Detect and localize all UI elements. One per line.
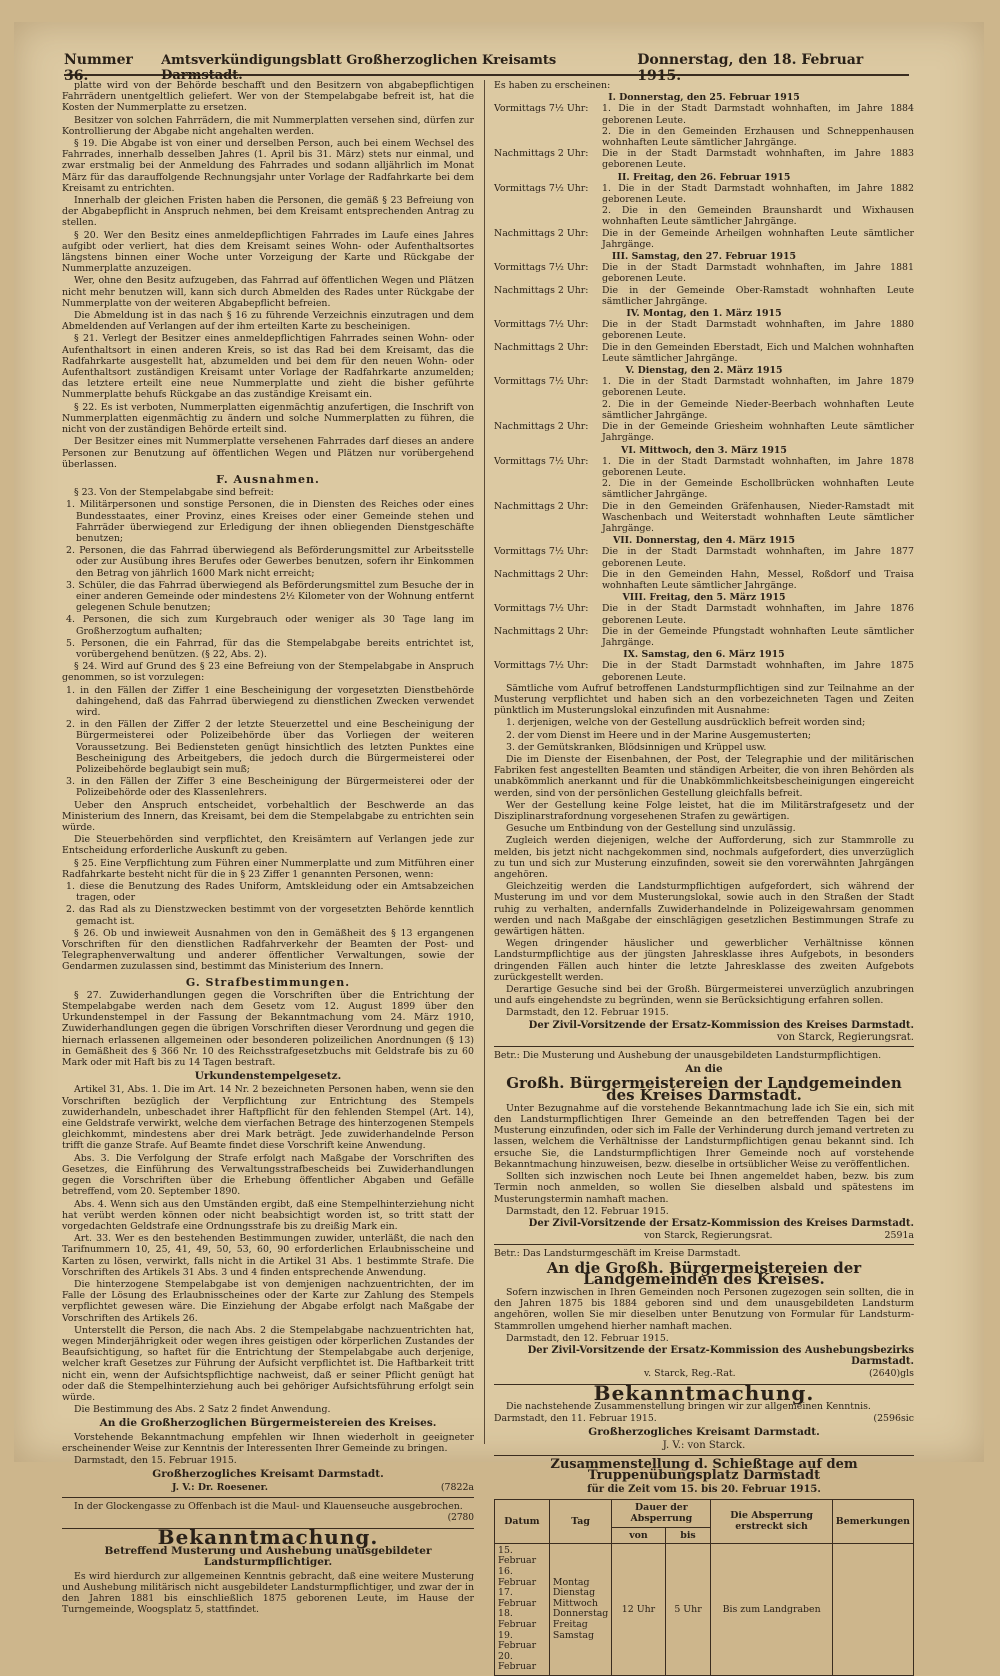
cell-dates: 15. Februar 16. Februar 17. Februar 18. Februar 19. Februar 20. Februar <box>495 1543 550 1675</box>
to-mayors-heading: An die Großherzoglichen Bürgermeistereien des Kreises. <box>99 1417 437 1430</box>
paragraph: Der Besitzer eines mit Nummerplatte versehenen Fahrrades darf dieses an andere Personen zur Benutzung auf öffentlichen Wegen und Plätzen nur vorübergehend überlassen. <box>62 436 474 470</box>
signature-1: Der Zivil-Vorsitzende der Ersatz-Kommission des Kreises Darmstadt. <box>528 1019 914 1031</box>
paragraph: § 21. Verlegt der Besitzer eines anmeldepflichtigen Fahrrades seinen Wohn- oder Aufenthaltsort in einen anderen Kreis, so ist das Rad bei dem Kreisamt, das die Radfahrkarte ausgestellt hat, abzumelden und bei dem für den neuen Wohn- oder Aufenthaltsort zuständigen Kreisamt unter Vorlage der Radfahrkarte anzumelden; das letztere erteilt eine neue Nummerplatte und zieht die bisher geführte Nummerplatte behufs Rückgabe an das zuständige Kreisamt ein. <box>62 333 474 401</box>
ref-number-2: (2780 <box>447 1512 474 1523</box>
table-header-row <box>495 1500 914 1527</box>
paragraph: Artikel 31, Abs. 1. Die im Art. 14 Nr. 2 bezeichneten Personen haben, wenn sie den Vorschriften bezüglich der Verpflichtung zur Entrichtung des Stempels zuwiderhandeln, unbeschadet ihrer Haftpflicht für den fehlenden Stempel (Art. 14), eine Geldstrafe verwirkt, welche dem vierfachen Betrage des hinterzogenen Stempels gleichkommt, mindestens aber drei Mark beträgt. Jede zuwiderhandelnde Person trifft die ganze Strafe. Auf Beamte findet diese Vorschrift keine Anwendung. <box>62 1084 474 1152</box>
list-item: 1. diese die Benutzung des Rades Uniform, Amtskleidung oder ein Amtsabzeichen tragen, oder <box>66 881 474 904</box>
urkundenstempel-heading: Urkundenstempelgesetz. <box>194 1070 342 1083</box>
paragraph: Die Bestimmung des Abs. 2 Satz 2 findet Anwendung. <box>74 1404 331 1416</box>
signature-2b: von Starck, Regierungsrat. <box>644 1230 773 1242</box>
schedule-time: Nachmittags 2 Uhr: <box>494 625 589 637</box>
muster-instructions <box>494 683 914 1007</box>
schedule-time <box>494 478 602 500</box>
list-item: 1. Militärpersonen und sonstige Personen, die in Diensten des Reiches oder eines Bundesstaates, einer Provinz, eines Kreises oder einer Gemeinde stehen und Fahrräder überwiegend zur Erledigung der ihnen obliegenden Dienstgeschäfte benutzen; <box>66 499 474 544</box>
bekanntmachung-2-date: Darmstadt, den 11. Februar 1915. <box>494 1412 657 1424</box>
schedule-time: Vormittags 7½ Uhr: <box>494 182 589 194</box>
paragraph: Wer, ohne den Besitz aufzugeben, das Fahrrad auf öffentlichen Wegen und Plätzen nicht mehr benutzen will, kann sich durch Abmelden des Rades unter Rückgabe der Nummerplatte von der weiteren Abgabepflicht befreien. <box>62 275 474 309</box>
betr-2: Betr.: Das Landsturmgeschäft im Kreise Darmstadt. <box>494 1248 741 1260</box>
schedule-time: Nachmittags 2 Uhr: <box>494 227 589 239</box>
paragraph: Sämtliche vom Aufruf betroffenen Landsturmpflichtigen sind zur Teilnahme an der Musterung verpflichtet und haben sich an den vorbezeichneten Tagen und Zeiten pünktlich im Musterungslokal einzufinden mit Ausnahme: <box>494 682 914 717</box>
notice-3-text: Sofern inzwischen in Ihren Gemeinden noch Personen zugezogen sein sollten, die in den Jahren 1875 bis 1884 geboren sind und dem unausgebildeten Landsturm angehören, wollen Sie mir dieselben unter Benutzung von Formular für Landsturm-Stammrollen umgehend hierher namhaft machen. <box>494 1286 914 1332</box>
schedule-time: Nachmittags 2 Uhr: <box>494 148 589 160</box>
ref-number-1: (7822a <box>440 1482 474 1494</box>
schedule-row <box>494 501 914 535</box>
schedule-text: Die in der Gemeinde Pfungstadt wohnhaften Leute sämtlicher Jahrgänge. <box>602 625 914 648</box>
schedule-text: 1. Die in der Stadt Darmstadt wohnhaften, im Jahre 1882 geborenen Leute. <box>602 182 914 206</box>
newspaper-page <box>14 22 984 1673</box>
paragraph-24: § 24. Wird auf Grund des § 23 eine Befreiung von der Stempelabgabe in Anspruch genommen, so ist vorzulegen: <box>62 661 474 684</box>
to-mayors-date: Darmstadt, den 15. Februar 1915. <box>74 1454 237 1466</box>
paragraph: Innerhalb der gleichen Fristen haben die Personen, die gemäß § 23 Befreiung von der Abgabepflicht in Anspruch nehmen, bei dem Kreisamt entsprechenden Antrag zu stellen. <box>62 195 474 229</box>
schedule-time: Nachmittags 2 Uhr: <box>494 568 589 580</box>
to-mayors-text: Vorstehende Bekanntmachung empfehlen wir Ihnen wiederholt in geeigneter erscheinender Weise zur Kenntnis der Interessenten Ihrer Gemeinde zu bringen. <box>62 1431 474 1454</box>
paragraph: Die im Dienste der Eisenbahnen, der Post, der Telegraphie und der militärischen Fabriken fest angestellten Beamten und ständigen Arbeiter, die von ihren Behörden als unabkömmlich anerkannt und für die Unabkömmlichkeitsbescheinigungen eingereicht werden, sind von der persönlichen Gestellung gleichfalls befreit. <box>494 753 914 799</box>
schedule-row <box>494 319 914 341</box>
schedule-text: Die in der Stadt Darmstadt wohnhaften, im Jahre 1881 geborenen Leute. <box>602 262 914 285</box>
schedule-day-heading: IV. Montag, den 1. März 1915 <box>626 308 782 320</box>
bekanntmachung-2-signature: Großherzogliches Kreisamt Darmstadt. <box>588 1426 820 1439</box>
col-header-tag: Tag <box>549 1500 611 1544</box>
firing-days-table <box>494 1499 914 1676</box>
schedule-intro: Es haben zu erscheinen: <box>494 80 611 91</box>
schedule-time: Vormittags 7½ Uhr: <box>494 103 589 115</box>
schedule-text: 2. Die in der Gemeinde Eschollbrücken wohnhaften Leute sämtlicher Jahrgänge. <box>602 478 914 501</box>
signature-2-row <box>494 1230 914 1241</box>
schedule-row <box>494 205 914 227</box>
schedule-text: Die in der Gemeinde Griesheim wohnhaften Leute sämtlicher Jahrgänge. <box>602 421 914 444</box>
schedule-row <box>494 103 914 125</box>
date-2: Darmstadt, den 12. Februar 1915. <box>506 1205 669 1217</box>
col-header-datum: Datum <box>495 1500 550 1544</box>
cell-remark <box>832 1543 913 1675</box>
bek2-date-row <box>494 1413 914 1424</box>
schedule-text: 2. Die in der Gemeinde Nieder-Beerbach wohnhaften Leute sämtlicher Jahrgänge. <box>602 398 914 421</box>
notice-2-text: Unter Bezugnahme auf die vorstehende Bekanntmachung lade ich Sie ein, sich mit den Landsturmpflichtigen Ihrer Gemeinde an den betreffenden Tagen bei der Musterung einzufinden, oder sich im Falle der Verhinderung durch jemand vertreten zu lassen, welchem die Verhältnisse der Landsturmpflichtigen genau bekannt sind. Ich ersuche Sie, die Landsturmpflichtigen Ihrer Gemeinde noch auf vorstehende Bekanntmachung hinzuweisen, bezw. dieselbe in ortsüblicher Weise zu veröffentlichen. <box>494 1102 914 1170</box>
gazette-title: Amtsverkündigungsblatt Großherzoglichen Kreisamts Darmstadt. <box>161 53 557 83</box>
bekanntmachung-subject: Betreffend Musterung und Aushebung unausgebildeter Landsturmpflichtiger. <box>104 1545 432 1569</box>
paragraph: Abs. 4. Wenn sich aus den Umständen ergibt, daß eine Stempelhinterziehung nicht hat verübt werden können oder nicht beabsichtigt worden ist, so tritt statt der vorgedachten Geldstrafe eine Ordnungsstrafe bis zu dreißig Mark ein. <box>62 1198 474 1232</box>
paragraph: Wegen dringender häuslicher und gewerblicher Verhältnisse können Landsturmpflichtige aus der jüngsten Jahresklasse ihres Aufgebots, in besonders dringenden Fällen auch hinter die letzte Jahresklasse des zweiten Aufgebots zurückgestellt werden. <box>494 938 914 983</box>
paragraph-24-after <box>62 800 474 880</box>
schedule-text: 1. Die in der Stadt Darmstadt wohnhaften, im Jahre 1884 geborenen Leute. <box>602 103 914 126</box>
schedule-row <box>494 285 914 307</box>
signature-row <box>62 1482 474 1493</box>
cell-days: Montag Dienstag Mittwoch Donnerstag Freitag Samstag <box>549 1543 611 1675</box>
paragraph: Derartige Gesuche sind bei der Großh. Bürgermeisterei unverzüglich anzubringen und aufs eingehendste zu begründen, wenn sie Berücksichtigung erfahren sollen. <box>494 984 914 1007</box>
schedule-day-heading: V. Dienstag, den 2. März 1915 <box>625 365 783 377</box>
right-column <box>494 80 914 1673</box>
glockengasse-notice: In der Glockengasse zu Offenbach ist die Maul- und Klauenseuche ausgebrochen. <box>74 1500 463 1512</box>
schedule-day-heading: III. Samstag, den 27. Februar 1915 <box>611 251 797 263</box>
notice-2-text-b: Sollten sich inzwischen noch Leute bei Ihnen angemeldet haben, bezw. bis zum Termin noch anmelden, so wollen Sie dieselben alsbald und spätestens im Musterungstermin namhaft machen. <box>494 1171 914 1205</box>
paragraph: platte wird von der Behörde beschafft und den Besitzern von abgabepflichtigen Fahrrädern unentgeltlich geliefert. Wer von der Stempelabgabe befreit ist, hat die Kosten der Nummerplatte zu ersetzen. <box>62 80 474 114</box>
schedule-row <box>494 148 914 170</box>
col-header-absperrung: Die Absperrung erstreckt sich <box>711 1500 832 1544</box>
schedule-day-heading: I. Donnerstag, den 25. Februar 1915 <box>608 92 800 104</box>
rule <box>494 1046 914 1047</box>
schedule-text: Die in der Stadt Darmstadt wohnhaften, im Jahre 1876 geborenen Leute. <box>602 603 914 626</box>
schedule-time <box>494 205 602 227</box>
paragraph: Die Abmeldung ist in das nach § 16 zu führende Verzeichnis einzutragen und dem Abmeldenden auf Verlangen auf der ihm erteilten Karte zu bescheinigen. <box>62 310 474 333</box>
rule <box>494 1455 914 1456</box>
signature-3b: v. Starck, Reg.-Rat. <box>644 1368 736 1380</box>
schedule-time: Vormittags 7½ Uhr: <box>494 262 589 274</box>
schedule-time: Vormittags 7½ Uhr: <box>494 546 589 558</box>
schedule-day-heading: IX. Samstag, den 6. März 1915 <box>623 649 785 661</box>
paragraph: Art. 33. Wer es den bestehenden Bestimmungen zuwider, unterläßt, die nach den Tarifnummern 10, 25, 41, 49, 50, 53, 60, 90 erforderlichen Erlaubnisscheine und Karten zu lösen, verwirkt, falls nicht in die Artikel 31 Abs. 1 bestimmte Strafe. Die Vorschriften des Artikels 31 Abs. 3 und 4 finden entsprechende Anwendung. <box>62 1233 474 1278</box>
schedule-time <box>494 126 602 148</box>
date-3: Darmstadt, den 12. Februar 1915. <box>506 1332 669 1344</box>
paragraph: Unterstellt die Person, die nach Abs. 2 die Stempelabgabe nachzuentrichten hat, wegen Minderjährigkeit oder wegen ihres geistigen oder körperlichen Zustandes der Beaufsichtigung, so haftet für die Entrichtung der Stempelabgabe auch derjenige, welcher kraft Gesetzes zur Führung der Aufsicht verpflichtet ist. Die Haftbarkeit tritt nicht ein, wenn der Aufsichtspflichtige nachweist, daß er seiner Pflicht genügt hat oder daß die Stempelhinterziehung auch bei gehöriger Aufsichtsführung erfolgt sein würde. <box>62 1324 474 1403</box>
list-item: 5. Personen, die ein Fahrrad, für das die Stempelabgabe bereits entrichtet ist, vorübergehend benützen. (§ 22, Abs. 2). <box>66 637 474 660</box>
schedule-time: Vormittags 7½ Uhr: <box>494 376 589 388</box>
schedule-text: Die in den Gemeinden Hahn, Messel, Roßdorf und Traisa wohnhaften Leute sämtlicher Jahrgänge. <box>602 568 914 591</box>
date-1: Darmstadt, den 12. Februar 1915. <box>506 1007 669 1019</box>
schedule-row <box>494 228 914 250</box>
paragraph: Ueber den Anspruch entscheidet, vorbehaltlich der Beschwerde an das Ministerium des Innern, das Kreisamt, bei dem die Stempelabgabe zu entrichten sein würde. <box>62 799 474 833</box>
schedule-text: Die in der Stadt Darmstadt wohnhaften, im Jahre 1883 geborenen Leute. <box>602 148 914 171</box>
firing-table-title: Zusammenstellung d. Schießtage auf dem Truppenübungsplatz Darmstadt <box>550 1456 858 1483</box>
betr-1: Betr.: Die Musterung und Aushebung der unausgebildeten Landsturmpflichtigen. <box>494 1050 882 1062</box>
schedule-row <box>494 569 914 591</box>
table-row <box>495 1543 914 1675</box>
paragraph: Die hinterzogene Stempelabgabe ist von demjenigen nachzuentrichten, der im Falle der Lösung des Erlaubnisscheines oder der Karte zur Zahlung des Stempels verpflichtet gewesen wäre. Die Einziehung der Abgabe erfolgt nach Maßgabe der Vorschriften des Artikels 26. <box>62 1278 474 1324</box>
schedule-text: 1. Die in der Stadt Darmstadt wohnhaften, im Jahre 1879 geborenen Leute. <box>602 376 914 399</box>
paragraph: 2. der vom Dienst im Heere und in der Marine Ausgemusterten; <box>506 729 812 741</box>
paragraph-24-list <box>62 685 474 799</box>
schedule-text: Die in den Gemeinden Gräfenhausen, Nieder-Ramstadt mit Waschenbach und Weiterstadt wohnhaften Leute sämtlicher Jahrgänge. <box>602 500 914 534</box>
schedule-day-heading: VII. Donnerstag, den 4. März 1915 <box>613 535 795 547</box>
schedule-row <box>494 376 914 398</box>
rule <box>62 1497 474 1498</box>
paragraph-23: § 23. Von der Stempelabgabe sind befreit: <box>74 487 274 499</box>
paragraph: § 22. Es ist verboten, Nummerplatten eigenmächtig anzufertigen, die Inschrift von Nummerplatten eigenmächtig zu ändern und solche Nummerplatten zu führen, die nicht von der zuständigen Behörde erteilt sind. <box>62 401 474 436</box>
schedule-time: Vormittags 7½ Uhr: <box>494 455 589 467</box>
schedule-text: Die in der Stadt Darmstadt wohnhaften, im Jahre 1875 geborenen Leute. <box>602 660 914 683</box>
bekanntmachung-title: Bekanntmachung. <box>62 1528 474 1543</box>
schedule-row <box>494 421 914 443</box>
schedule-row <box>494 456 914 478</box>
signature-3-row <box>494 1368 914 1379</box>
paragraph: § 20. Wer den Besitz eines anmeldepflichtigen Fahrrades im Laufe eines Jahres aufgibt oder verliert, hat dies dem Kreisamt seines Wohn- oder Aufenthaltsortes längstens binnen einer Woche unter Vorzeigung der Karte und Rückgabe der Nummerplatte anzuzeigen. <box>62 229 474 275</box>
schedule-row <box>494 126 914 148</box>
signature-3: Der Zivil-Vorsitzende der Ersatz-Kommission des Aushebungsbezirks Darmstadt. <box>527 1344 914 1368</box>
rule <box>494 1244 914 1245</box>
schedule-row <box>494 399 914 421</box>
left-column <box>62 80 474 1616</box>
list-item: 2. das Rad als zu Dienstzwecken bestimmt von der vorgesetzten Behörde kenntlich gemacht ist. <box>66 904 474 927</box>
bekanntmachung-2-title: Bekanntmachung. <box>494 1384 914 1399</box>
paragraph: 1. derjenigen, welche von der Gestellung ausdrücklich befreit worden sind; <box>506 717 866 729</box>
notice-2-title: Großh. Bürgermeistereien der Landgemeinden des Kreises Darmstadt. <box>506 1074 902 1104</box>
schedule-time: Nachmittags 2 Uhr: <box>494 284 589 296</box>
list-item: 4. Personen, die sich zum Kurgebrauch oder weniger als 30 Tage lang im Großherzogtum aufhalten; <box>66 614 474 637</box>
kreisamt-signature: Großherzogliches Kreisamt Darmstadt. <box>152 1468 384 1481</box>
schedule-day-heading: VIII. Freitag, den 5. März 1915 <box>622 592 786 604</box>
schedule-time: Vormittags 7½ Uhr: <box>494 603 589 615</box>
paragraph-23-list <box>62 499 474 660</box>
bekanntmachung-2-text: Die nachstehende Zusammenstellung bringen wir zur allgemeinen Kenntnis. <box>506 1400 871 1412</box>
schedule-time: Nachmittags 2 Uhr: <box>494 341 589 353</box>
schedule-text: 1. Die in der Stadt Darmstadt wohnhaften, im Jahre 1878 geborenen Leute. <box>602 455 914 478</box>
list-item: 2. Personen, die das Fahrrad überwiegend als Beförderungsmittel zur Arbeitsstelle oder zur Ausübung ihres Berufes oder Gewerbes benutzen, sofern ihr Einkommen den Betrag von jährlich 1600 Mark nicht erreicht; <box>66 545 474 579</box>
signatory: J. V.: Dr. Roesener. <box>172 1482 268 1494</box>
col-header-von: von <box>612 1527 665 1543</box>
schedule-time: Vormittags 7½ Uhr: <box>494 319 589 331</box>
paragraph: Abs. 3. Die Verfolgung der Strafe erfolgt nach Maßgabe der Vorschriften des Gesetzes, die Einführung des Verwaltungsstrafbescheids bei Zuwiderhandlungen gegen die Vorschriften über die Erhebung öffentlicher Abgaben und Gefälle betreffend, vom 20. September 1890. <box>62 1152 474 1198</box>
paragraph: § 25. Eine Verpflichtung zum Führen einer Nummerplatte und zum Mitführen einer Radfahrkarte besteht nicht für die in § 23 Ziffer 1 genannten Personen, wenn: <box>62 857 474 880</box>
cell-von: 12 Uhr <box>612 1543 665 1675</box>
paragraph: Besitzer von solchen Fahrrädern, die mit Nummerplatten versehen sind, dürfen zur Kontrollierung der Abgabe nicht angehalten werden. <box>62 114 474 137</box>
paragraph: Gleichzeitig werden die Landsturmpflichtigen aufgefordert, sich während der Musterung im und vor dem Musterungslokal, sowie auch in den Straßen der Stadt ruhig zu verhalten, andernfalls Zuwiderhandelnde in Polizeigewahrsam genommen werden und nach Maßgabe der einschlägigen gesetzlichen Bestimmungen Strafe zu gewärtigen hätten. <box>494 881 914 938</box>
cell-extent: Bis zum Landgraben <box>711 1543 832 1675</box>
ref-number-3: 2591a <box>884 1230 914 1242</box>
signature-1b: von Starck, Regierungsrat. <box>776 1031 914 1043</box>
ref-number-5: (2596sic <box>873 1412 914 1424</box>
firing-table-subtitle: für die Zeit vom 15. bis 20. Februar 1915. <box>587 1483 821 1495</box>
schedule-row <box>494 183 914 205</box>
ref-number-4: (2640)gls <box>869 1368 914 1380</box>
an-die: An die <box>685 1063 723 1076</box>
section-g-heading: G. Strafbestimmungen. <box>185 975 351 989</box>
schedule-row <box>494 342 914 364</box>
paragraph-25-list <box>62 881 474 927</box>
bekanntmachung-text: Es wird hierdurch zur allgemeinen Kenntnis gebracht, daß eine weitere Musterung und Aushebung militärisch nicht ausgebildeter Landsturmpflichtiger, und zwar der in den Jahren 1881 bis einschließlich 1875 geborenen Leute, im Hause der Turngemeinde, Woogsplatz 5, stattfindet. <box>62 1570 474 1616</box>
bekanntmachung-2-signature-b: J. V.: von Starck. <box>662 1440 746 1452</box>
schedule-text: Die in den Gemeinden Eberstadt, Eich und Malchen wohnhaften Leute sämtlicher Jahrgänge. <box>602 341 914 364</box>
paragraph-26: § 26. Ob und inwieweit Ausnahmen von den in Gemäßheit des § 13 ergangenen Vorschriften für den dienstlichen Radfahrverkehr der Beamten der Post- und Telegraphenverwaltung und anderer öffentlicher Verwaltungen, sowie der Gendarmen zuzulassen sind, bestimmt das Ministerium des Innern. <box>62 927 474 973</box>
paragraph: 3. der Gemütskranken, Blödsinnigen und Krüppel usw. <box>506 741 767 753</box>
schedule-time <box>494 399 602 421</box>
list-item: 3. Schüler, die das Fahrrad überwiegend als Beförderungsmittel zum Besuche der in einer anderen Gemeinde oder mindestens 2½ Kilometer von der Wohnung entfernt gelegenen Schule benutzen; <box>66 579 474 614</box>
paragraph: Wer der Gestellung keine Folge leistet, hat die im Militärstrafgesetz und der Disziplinarstrafordnung vorgesehenen Strafen zu gewärtigen. <box>494 799 914 822</box>
urkundenstempel-text <box>62 1084 474 1415</box>
schedule-text: Die in der Gemeinde Arheilgen wohnhaften Leute sämtlicher Jahrgänge. <box>602 227 914 250</box>
notice-3-title: An die Großh. Bürgermeistereien der Landgemeinden des Kreises. <box>546 1258 862 1288</box>
schedule-text: Die in der Stadt Darmstadt wohnhaften, im Jahre 1880 geborenen Leute. <box>602 319 914 342</box>
schedule-time: Nachmittags 2 Uhr: <box>494 421 589 433</box>
col-header-bemerkungen: Bemerkungen <box>832 1500 913 1544</box>
col-header-dauer: Dauer der Absperrung <box>612 1500 711 1527</box>
schedule-row <box>494 262 914 284</box>
schedule-row <box>494 626 914 648</box>
section-f-heading: F. Ausnahmen. <box>216 472 320 486</box>
issue-number: Nummer 36. <box>64 52 133 84</box>
schedule-text: 2. Die in den Gemeinden Braunshardt und Wixhausen wohnhaften Leute sämtlicher Jahrgänge. <box>602 205 914 228</box>
column-divider <box>484 80 485 1444</box>
schedule-row <box>494 546 914 568</box>
schedule-time: Nachmittags 2 Uhr: <box>494 500 589 512</box>
schedule-row <box>494 660 914 682</box>
list-item: 1. in den Fällen der Ziffer 1 eine Bescheinigung der vorgesetzten Dienstbehörde dahingehend, daß das Fahrrad überwiegend zu dienstlichen Zwecken verwendet wird. <box>66 684 474 718</box>
issue-date: Donnerstag, den 18. Februar 1915. <box>637 52 864 84</box>
list-item: 2. in den Fällen der Ziffer 2 der letzte Steuerzettel und eine Bescheinigung der Bürgermeisterei oder Polizeibehörde über das Vorliegen der weiteren Voraussetzung. Bei Bediensteten genügt hinsichtlich des letzten Punktes eine Bescheinigung des Arbeitgebers, die jedoch durch die Bürgermeisterei oder Polizeibehörde beglaubigt sein muß; <box>66 719 474 775</box>
list-item: 3. in den Fällen der Ziffer 3 eine Bescheinigung der Bürgermeisterei oder der Polizeibehörde oder des Klassenlehrers. <box>66 776 474 799</box>
masthead <box>64 52 909 84</box>
schedule-time: Vormittags 7½ Uhr: <box>494 660 589 672</box>
paragraph: Zugleich werden diejenigen, welche der Aufforderung, sich zur Stammrolle zu melden, bis jetzt nicht nachgekommen sind, nochmals aufgefordert, dies unverzüglich zu tun und sich zur Musterung einzufinden, soweit sie den vorerwähnten Jahrgängen angehören. <box>494 835 914 881</box>
schedule-text: Die in der Gemeinde Ober-Ramstadt wohnhaften Leute sämtlicher Jahrgänge. <box>602 284 914 307</box>
paragraph: § 19. Die Abgabe ist von einer und derselben Person, auch bei einem Wechsel des Fahrrades, innerhalb desselben Jahres (1. April bis 31. März) stets nur einmal, und zwar erstmalig bei der Anmeldung des Fahrrades und sodann alljährlich im Monat März für das darauffolgende Rechnungsjahr unter Vorlage der Radfahrkarte bei dem Kreisamt zu entrichten. <box>62 138 474 194</box>
schedule-day-heading: II. Freitag, den 26. Februar 1915 <box>617 171 791 183</box>
schedule-day-heading: VI. Mittwoch, den 3. März 1915 <box>621 444 787 456</box>
schedule-text: Die in der Stadt Darmstadt wohnhaften, im Jahre 1877 geborenen Leute. <box>602 546 914 569</box>
col-header-bis: bis <box>665 1527 711 1543</box>
cell-bis: 5 Uhr <box>665 1543 711 1675</box>
paragraph: Gesuche um Entbindung von der Gestellung sind unzulässig. <box>506 823 796 835</box>
paragraph-27: § 27. Zuwiderhandlungen gegen die Vorschriften über die Entrichtung der Stempelabgabe werden nach dem Gesetz vom 12. August 1899 über den Urkundenstempel in der Fassung der Bekanntmachung vom 24. März 1910, Zuwiderhandlungen gegen die übrigen Vorschriften dieser Verordnung und gegen die hiernach erlassenen allgemeinen oder besonderen polizeilichen Anordnungen (§ 13) in Gemäßheit des § 366 Nr. 10 des Reichsstrafgesetzbuchs mit Geldstrafe bis zu 60 Mark oder mit Haft bis zu 14 Tagen bestraft. <box>62 989 474 1069</box>
schedule-row <box>494 603 914 625</box>
schedule-text: 2. Die in den Gemeinden Erzhausen und Schneppenhausen wohnhaften Leute sämtlicher Jahrgänge. <box>602 125 914 149</box>
schedule-row <box>494 478 914 500</box>
muster-schedule <box>494 92 914 683</box>
signature-2: Der Zivil-Vorsitzende der Ersatz-Kommission des Kreises Darmstadt. <box>528 1217 914 1229</box>
paragraph: Die Steuerbehörden sind verpflichtet, den Kreisämtern auf Verlangen jede zur Entscheidung erforderliche Auskunft zu geben. <box>62 834 474 857</box>
left-intro-paragraphs <box>62 80 474 470</box>
